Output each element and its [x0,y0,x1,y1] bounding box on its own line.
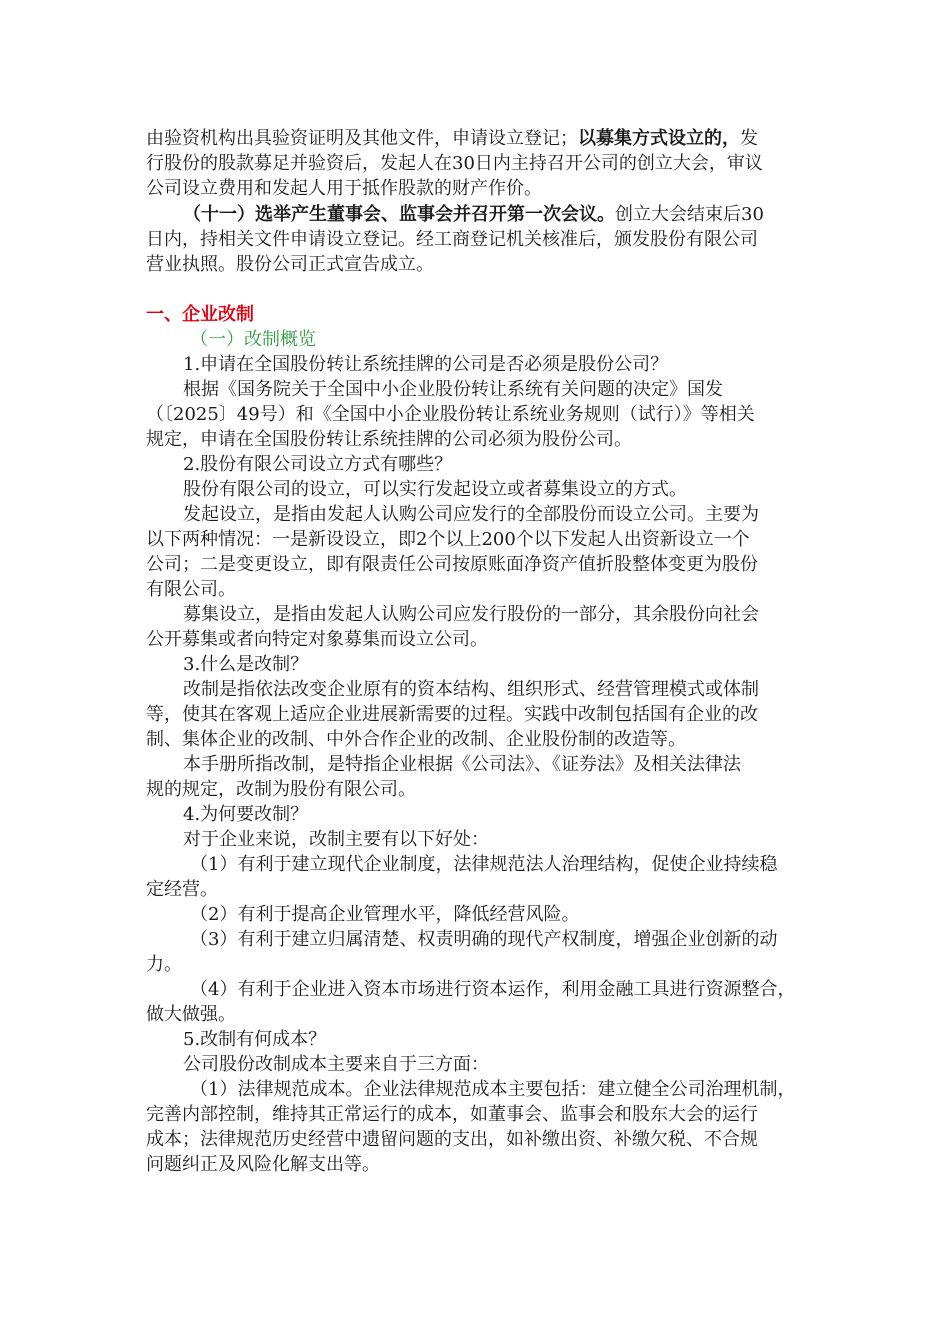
section-heading: 一、企业改制 [146,304,254,325]
list-item: （2）有利于提高企业管理水平，降低经营风险。 [190,904,580,925]
list-item: （1）法律规范成本。企业法律规范成本主要包括：建立健全公司治理机制， [190,1079,796,1100]
text-line: 募集设立，是指由发起人认购公司应发行股份的一部分，其余股份向社会 [183,604,759,625]
text-line: 有限公司。 [146,579,236,600]
text-line: 以下两种情况：一是新设设立，即2个以上200个以下发起人出资新设立一个 [146,529,750,550]
text-line: （〔2025〕49号）和《全国中小企业股份转让系统业务规则（试行）》等相关 [146,404,755,425]
text-line: 行股份的股款募足并验资后，发起人在30日内主持召开公司的创立大会，审议 [146,153,763,174]
text-span: 发 [740,128,758,149]
bold-text: 以募集方式设立的， [578,128,740,149]
question-heading: 2.股份有限公司设立方式有哪些？ [183,454,453,475]
text-line: 公司设立费用和发起人用于抵作股款的财产作价。 [146,178,542,199]
text-line: 规的规定，改制为股份有限公司。 [146,779,416,800]
question-heading: 5.改制有何成本？ [183,1029,327,1050]
text-line: 规定，申请在全国股份转让系统挂牌的公司必须为股份公司。 [146,429,632,450]
text-line [183,202,764,227]
text-line: 改制是指依法改变企业原有的资本结构、组织形式、经营管理模式或体制 [183,679,759,700]
text-line: 问题纠正及风险化解支出等。 [146,1154,380,1175]
text-line: 日内，持相关文件申请设立登记。经工商登记机关核准后，颁发股份有限公司 [146,229,758,250]
text-line: 完善内部控制，维持其正常运行的成本，如董事会、监事会和股东大会的运行 [146,1104,758,1125]
question-heading: 1.申请在全国股份转让系统挂牌的公司是否必须是股份公司？ [183,354,669,375]
text-line: 营业执照。股份公司正式宣告成立。 [146,254,434,275]
text-line: 公司股份改制成本主要来自于三方面： [183,1054,489,1075]
question-heading: 3.什么是改制？ [183,654,309,675]
text-line: 做大做强。 [146,1004,236,1025]
text-line: 制、集体企业的改制、中外合作企业的改制、企业股份制的改造等。 [146,729,686,750]
text-line: 成本；法律规范历史经营中遗留问题的支出，如补缴出资、补缴欠税、不合规 [146,1129,758,1150]
list-item: （3）有利于建立归属清楚、权责明确的现代产权制度，增强企业创新的动 [190,929,778,950]
text-span: 由验资机构出具验资证明及其他文件，申请设立登记； [146,128,578,149]
subsection-heading: （一）改制概览 [190,329,316,350]
text-line: 等，使其在客观上适应企业进展新需要的过程。实践中改制包括国有企业的改 [146,704,758,725]
list-item: （1）有利于建立现代企业制度，法律规范法人治理结构，促使企业持续稳 [190,854,778,875]
text-line: 根据《国务院关于全国中小企业股份转让系统有关问题的决定》国发 [183,379,723,400]
text-line: 股份有限公司的设立，可以实行发起设立或者募集设立的方式。 [183,479,687,500]
text-line: 公司；二是变更设立，即有限责任公司按原账面净资产值折股整体变更为股份 [146,554,758,575]
text-line: 力。 [146,954,182,975]
text-line [146,126,758,151]
question-heading: 4.为何要改制？ [183,804,309,825]
item-heading: （十一）选举产生董事会、监事会并召开第一次会议。 [183,204,615,225]
text-line: 对于企业来说，改制主要有以下好处： [183,829,489,850]
text-line: 公开募集或者向特定对象募集而设立公司。 [146,629,488,650]
text-line: 发起设立，是指由发起人认购公司应发行的全部股份而设立公司。主要为 [183,504,759,525]
text-line: 定经营。 [146,879,218,900]
text-span: 创立大会结束后30 [615,204,764,225]
list-item: （4）有利于企业进入资本市场进行资本运作，利用金融工具进行资源整合， [190,979,796,1000]
text-line: 本手册所指改制，是特指企业根据《公司法》、《证券法》及相关法律法 [183,754,741,775]
